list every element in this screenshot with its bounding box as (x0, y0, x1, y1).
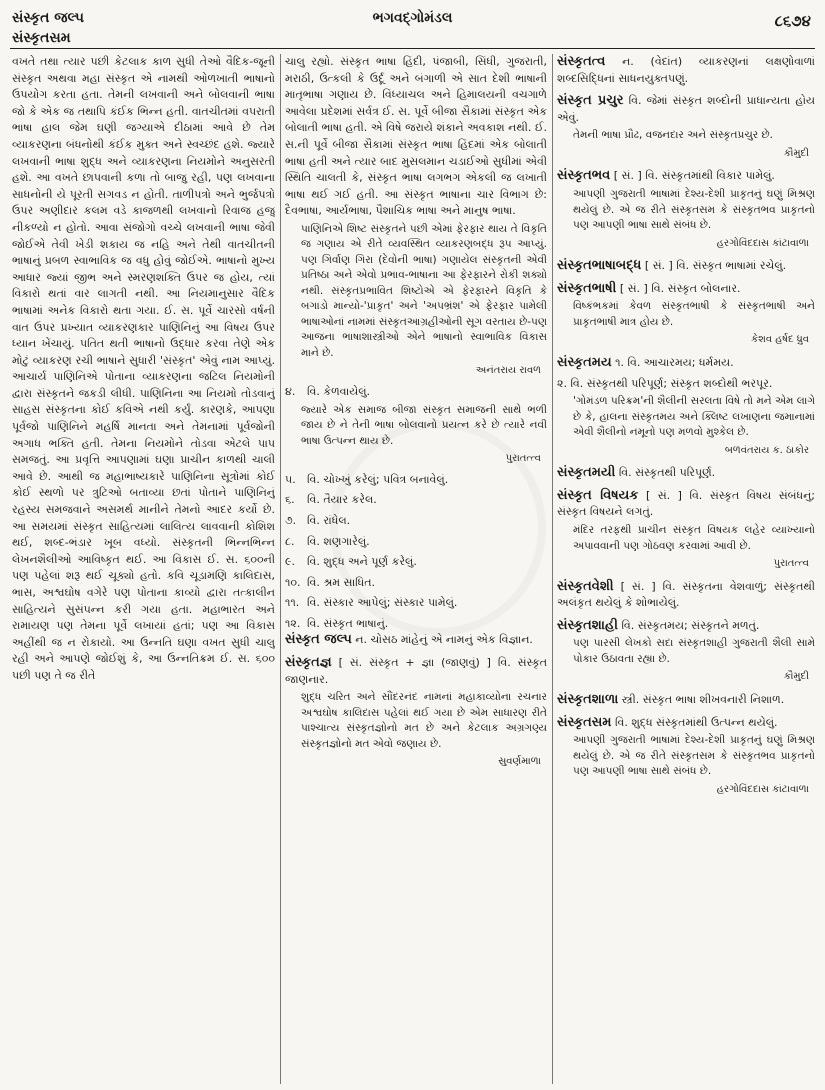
dictionary-entry (557, 465, 815, 482)
sense-item (285, 384, 547, 401)
citation-source: હરગોવિંદદાસ કાંટાવાળા (716, 783, 809, 795)
dictionary-entry (557, 355, 815, 459)
entry-line (557, 258, 815, 275)
citation-quote: પાણિનિએ શિષ્ટ સંસ્કૃતને પછી એમાં ફેરફાર થાય તે વિકૃતિ જ ગણાય એ રીતે વ્યવસ્થિત વ્યાકરણબદ્ધ રૂપ આપ્યું. પણ ગિર્વાણ ગિરા (દેવોની ભાષા) ગણાયેલ સંસ્કૃતની એવી પ્રતિષ્ઠા અને એવો પ્રભાવ-ભાષાના આ ફેરફારને રોકી શક્યો નથી. સંસ્કૃતપ્રભાવિત શિષ્ટોએ એ ફેરફારને વિકૃતિ કે બગાડો માન્યો-'પ્રાકૃત' અને 'અપભ્રંશ' એ ફેરફાર પામેલી ભાષાઓનાં નામમાં સંસ્કૃતઆગ્રહીઓની સૂગ વરતાય છે-પણ આજના ભાષાશાસ્ત્રીઓ એને ભાષાનો સ્વાભાવિક વિકાસ માને છે. (301, 222, 547, 359)
sense-number: ૬. (285, 493, 295, 507)
dictionary-entry (557, 618, 815, 686)
entry-line (557, 465, 815, 482)
sense-item (285, 554, 547, 571)
dictionary-entry (285, 632, 547, 649)
citation-quote: વિષ્કંભકમાં કેવળ સંસ્કૃતભાષી કે સંસ્કૃતભાષી અને પ્રાકૃતભાષી માત્ર હોય છે. (573, 300, 815, 328)
citation-quote: મંદિર તરફથી પ્રાચીન સંસ્કૃત વિષયક લહેર વ્યાખ્યાનો અપાવવાની પણ ગોઠવણ કરવામાં આવી છે. (573, 524, 815, 552)
headword: સંસ્કૃતશાળા (557, 691, 619, 707)
sense-item (285, 472, 547, 489)
definition: ન. ચોસઠ માંહેનું એ નામનું એક વિજ્ઞાન. (355, 633, 533, 647)
headword: સંસ્કૃત પ્રચુર (557, 93, 624, 109)
entry-line (557, 168, 815, 185)
citation-source: હરગોવિંદદાસ કાંટાવાળા (716, 237, 809, 249)
dictionary-entry (557, 715, 815, 799)
entry-line (285, 655, 547, 688)
sense-number: ૫. (285, 472, 296, 486)
entry-line (557, 488, 815, 521)
header-rule (10, 48, 815, 49)
headword: સંસ્કૃતમયી (557, 465, 616, 481)
citation-source: પુરાતત્ત્વ (773, 558, 809, 569)
citation-source: કૌમુદી (783, 671, 809, 683)
sense-item (285, 616, 547, 633)
definition: [ સં. ] વિ. સંસ્કૃત ભાષામાં રચેલું. (644, 259, 787, 273)
definition: ન. (વેદાંત) વ્યાકરણનાં લક્ષણોવાળાં શબ્દસિદ્ધિનાં સાધનયુક્તપણું. (557, 55, 815, 85)
citation-quote: આપણી ગુજરાતી ભાષામાં દેશ્ય-દેશી પ્રાકૃતનું ઘણું મિશ્રણ થયેલું છે. એ જ રીતે સંસ્કૃતસમ કે સંસ્કૃતભવ પ્રાકૃતનો પણ આપણી ભાષા સાથે સંબંધ છે. (573, 188, 815, 232)
entry-line (557, 281, 815, 298)
definition: [ સં. ] વિ. સંસ્કૃત વિષય સંબંધનું; સંસ્કૃત વિષયને લગતું. (557, 488, 815, 519)
definition: [ સં. ] વિ. સંસ્કૃતમાંથી વિકાર પામેલું. (613, 169, 775, 183)
entry-line (557, 692, 815, 709)
entry-list (557, 54, 815, 798)
sense-text: વિ. સંસ્કૃત ભાષાનું. (307, 616, 389, 630)
citation-source: કેશવ હર્ષદ ધ્રુવ (751, 334, 809, 346)
entry-line (557, 54, 815, 87)
headword: સંસ્કૃતભવ (557, 168, 611, 184)
dictionary-entry (557, 93, 815, 162)
sense-number: ૧૦. (285, 575, 301, 589)
entry-line (557, 93, 815, 126)
sense-number: ૯. (285, 555, 296, 569)
citation-source: પુરાતત્ત્વ (505, 453, 541, 465)
entry-line (557, 355, 815, 372)
sense-text: વિ. શણગારેલું. (307, 534, 370, 548)
entry-line (557, 579, 815, 612)
citation-source: સુવર્ણમાળા (498, 756, 541, 768)
sense-text: વિ. સંસ્કાર આપેલું; સંસ્કાર પામેલું. (307, 596, 458, 610)
sense-item (285, 575, 547, 592)
sense-number: ૮. (285, 534, 295, 548)
citation-quote: આપણી ગુજરાતી ભાષામાં દેશ્ય-દેશી પ્રાકૃતનું ઘણું મિશ્રણ થયેલું છે. એ જ રીતે સંસ્કૃતસમ કે સંસ્કૃતભવ પ્રાકૃતનો પણ આપણી ભાષા સાથે સંબંધ છે. (573, 734, 815, 778)
sense-number: ૪. (285, 385, 296, 399)
definition: ૧. વિ. આચારમય; ધર્મમય. (615, 355, 734, 369)
citation-source: બળવંતરાય ક. ઠાકોર (724, 444, 809, 456)
dictionary-entry (557, 168, 815, 252)
sense-number: ૧૧. (285, 596, 300, 610)
definition: વિ. શુદ્ધ સંસ્કૃતમાંથી ઉત્પન્ન થયેલું. (614, 715, 778, 729)
headword: સંસ્કૃતશાહી (557, 617, 618, 633)
definition: વિ. સંસ્કૃતમય; સંસ્કૃતને મળતું. (621, 618, 760, 632)
citation-quote: પણ પારસી લેખકો સદા સંસ્કૃતશાહી ગુજરાતી શૈલી સામે પોકાર ઉઠાવતા રહ્યા છે. (573, 637, 815, 665)
sense-number: ૭. (285, 513, 297, 527)
citation-quote: જ્યારે એક સમાજ બીજા સંસ્કૃત સમાજની સાથે ભળી જાય છે ને તેની ભાષા બોલવાનો પ્રયત્ન કરે છે ત્યારે નવી ભાષા ઉત્પન્ન થાય છે. (301, 403, 547, 447)
header-first-word: સંસ્કૃત જલ્પ (12, 10, 84, 26)
page-number: ૮૬૭૪ (774, 12, 811, 30)
sense-number: ૧૨. (285, 616, 301, 630)
definition: સ્ત્રી. સંસ્કૃત ભાષા શીખવનારી નિશાળ. (621, 692, 785, 706)
dictionary-entry (557, 281, 815, 349)
definition: [ સં. સંસ્કૃત + જ્ઞા (જાણવું) ] વિ. સંસ્કૃત જાણનાર. (285, 656, 547, 686)
entry-line (285, 632, 547, 649)
citation-quote: શુદ્ધ ચરિત અને સૌંદરનંદ નામનાં મહાકાવ્યોના રચનાર અશ્વઘોષ કાલિદાસ પહેલાં થઈ ગયા છે એમ સાધારણ રીતે પાશ્ચાત્ય સંસ્કૃતજ્ઞોનો મત છે અને કેટલાક અગ્રગણ્ય સંસ્કૃતજ્ઞોનો મત એવો જણાય છે. (301, 691, 547, 750)
sense-list (285, 384, 547, 632)
citation-source: કૌમુદી (783, 147, 809, 159)
definition: [ સં. ] વિ. સંસ્કૃત બોલનાર. (619, 281, 741, 295)
column-2 (285, 54, 547, 1084)
column-divider (280, 54, 281, 1084)
entry-list (285, 632, 547, 770)
headword: સંસ્કૃત જલ્પ (285, 632, 352, 648)
citation-quote: તેમની ભાષા પ્રૌઢ, વજનદાર અને સંસ્કૃતપ્રચુર છે. (573, 129, 773, 142)
dictionary-entry (557, 54, 815, 87)
column-1 (12, 54, 275, 1084)
citation-source: અનંતરાય રાવળ (475, 365, 541, 377)
definition: વિ. સંસ્કૃતથી પરિપૂર્ણ. (618, 466, 716, 480)
dictionary-entry (557, 692, 815, 709)
headword: સંસ્કૃત વિષયક (557, 487, 639, 503)
article-text: ચાલુ રહ્યો. સંસ્કૃત ભાષા હિંદી, પંજાબી, સિંધી, ગુજરાતી, મરાઠી, ઉત્કલી કે ઉર્દૂ અને બંગાળી એ સાત દેશી ભાષાની માતૃભાષા ગણાય છે. વિંધ્યાચલ અને હિમાલયની વચગાળે આવેલા પ્રદેશમાં સર્વત્ર ઈ. સ. પૂર્વે બીજા સૈકામાં સંસ્કૃત એક બોલાતી ભાષા હતી. એ વિષે જરાયે શંકાને અવકાશ નથી. ઈ. સ.ની પૂર્વે બીજા સૈકામાં સંસ્કૃત ભાષા હિંદમાં એક બોલાતી ભાષા હતી અને ત્યાર બાદ મુસલમાન ચડાઈઓ સુધીમાં એવી સ્થિતિ ચાલતી કે, સંસ્કૃત ભાષા લગભગ એકલી જ લખાતી ભાષા થઈ ગઈ હતી. આ સંસ્કૃત ભાષાના ચાર વિભાગ છે: દૈવભાષા, આર્યભાષા, પૈશાચિક ભાષા અને માનુષ ભાષા. (285, 55, 547, 218)
sense-text: વિ. ચોખ્ખું કરેલું; પવિત્ર બનાવેલું. (307, 472, 449, 486)
entry-line (557, 715, 815, 732)
definition: [ સં. ] વિ. સંસ્કૃતના વેશવાળું; સંસ્કૃતથી અલંકૃત થયેલું કે શોભાયેલું. (557, 579, 815, 610)
dictionary-entry (557, 488, 815, 573)
sense-item (285, 513, 547, 530)
sense-text: વિ. શ્રમ સાધિત. (307, 575, 376, 589)
dictionary-entry (285, 655, 547, 771)
dictionary-entry (557, 579, 815, 612)
headword: સંસ્કૃતજ્ઞ (285, 655, 332, 671)
column-3 (557, 54, 815, 1084)
sense-text: વિ. શુદ્ધ અને પૂર્ણ કરેલું. (307, 555, 417, 569)
column-divider (552, 54, 553, 1084)
dictionary-entry (557, 258, 815, 275)
sense-item (285, 492, 547, 509)
headword: સંસ્કૃતભાષાબદ્ધ (557, 258, 642, 274)
sense-item (285, 595, 547, 612)
article-text: વખતે તથા ત્યાર પછી કેટલાક કાળ સુધી તેઓ વૈદિક-જૂની સંસ્કૃત અથવા મહા સંસ્કૃત એ નામથી ઓળખાતી ભાષાનો ઉપયોગ કરતા હતા. તેમની લખવાની અને બોલવાની ભાષા જો કે એક જ તથાપિ કંઈક ભિન્ન હતી. વાતચીતમાં વપરાતી ભાષા હાલ જેમ ઘણી જગ્યાએ દીઠામાં આવે છે તેમ વ્યાકરણના બંધનોથી કંઈક મુક્ત અને સ્વચ્છંદ હશે. જ્યારે લખવાની ભાષા શુદ્ધ અને વ્યાકરણના નિયમોને અનુસરતી હશે. આ વખતે છાપવાની કળા તો બાજુ રહી, પણ લખવાના સાધનોની યે પૂરતી સગવડ ન હોતી. તાળીપત્રો અને ભુર્જપત્રો ઉપર અણીદાર કલમ વડે કાજળથી લખવાનો રિવાજ હજુ નીકળ્યો ન હોતો. આવા સંજોગો વચ્ચે લખવાની ભાષા જેવી જોઈએ તેવી ખેડી શકાય જ નહિ અને તેથી વાતચીતની ભાષાનું પ્રબળ સ્વાભાવિક જ વધુ હોવું જોઈએ. ભાષાનો મુખ્ય આધાર જ્યાં જીભ અને સ્મરણશક્તિ ઉપર જ હોય, ત્યાં વિકારો થતાં વાર લાગતી નથી. આ નિયમાનુસાર વૈદિક ભાષામાં અનેક વિકારો થતા ગયા. ઈ. સ. પૂર્વે ચારસો વર્ષની વાત ઉપર પ્રખ્યાત વ્યાકરણકાર પાણિનિનું આ વિષય ઉપર ધ્યાન ખેંચાયું. પતિત થતી ભાષાનો ઉદ્ધાર કરવા તેણે એક મોટું વ્યાકરણ રચી ભાષાને સુધારી 'સંસ્કૃત' એવું નામ આપ્યું. આચાર્ય પાણિનિએ પોતાના વ્યાકરણના જટિલ નિયમોની દ્વારા સંસ્કૃતને જકડી લીધી. પાણિનિના આ નિયમો તોડવાનું સાહસ સંસ્કૃતના કોઈ કવિએ નથી કર્યું. કારણકે, આપણા પૂર્વજો પાણિનિને મહર્ષિ માનતા અને તેમનામાં પૂર્વજોની અગાધ ભક્તિ હતી. તેમના નિયમોને તોડવા એટલે પાપ સમજતું. આ પ્રવૃત્તિ આપણામાં ઘણા પ્રાચીન કાળથી ચાલી આવે છે. આથી જ મહાભાષ્યકારે પાણિનિના સૂત્રોમાં કોઈ કોઈ સ્થળો પર ત્રુટિઓ બતાવ્યા છતાં પોતાને પાણિનિનું રહસ્ય સમજવાને અસમર્થ માનીને તેમનો આદર કર્યો છે. આ સમયમાં સંસ્કૃત સાહિત્યમાં લાલિત્ય લાવવાની કોશિશ થઈ, શબ્દ-ભંડાર ખૂબ વધ્યો. સંસ્કૃતની ભિન્નભિન્ન લેખનશૈલીઓ આવિષ્કૃત થઈ. આ વિકાસ ઈ. સ. ૬૦૦ની પણ પહેલાં શરૂ થઈ ચૂક્યો હતો. કવિ ચૂડામણિ કાલિદાસ, ભાસ, અશ્વઘોષ વગેરે પણ પોતાના કાવ્યો દ્વારા તત્કાલીન સાહિત્યને સુસંપન્ન કરી ગયા હતા. મહાભારત અને રામાયણ પણ તેમના પૂર્વે લખાયાં હતાં; પણ આ વિકાસ અહીંથી જ ન રોકાયો. આ ઉન્નતિ ઘણા વખત સુધી ચાલુ રહી અને આપણે જોઈશું કે, આ ઉન્નતિક્રમ ઈ. સ. ૬૦૦ પછી પણ તે જ રીતે (12, 55, 275, 682)
page-header (0, 6, 825, 50)
header-last-word: સંસ્કૃતસમ (12, 30, 71, 46)
sense-text: વિ. રાંધેલ. (307, 513, 351, 527)
citation-quote: 'ગોમંડળ પરિક્રમ'ની શૈલીની સરલતા વિષે તો મને એમ લાગે છે કે, હાલના સંસ્કૃતમય અને ક્લિષ્ટ લખાણના જમાનામાં એવી શૈલીનો નમૂનો પણ મળવો મુશ્કેલ છે. (573, 395, 815, 439)
headword: સંસ્કૃતત્વ (557, 54, 606, 69)
headword: સંસ્કૃતમય (557, 354, 612, 370)
sense-item (285, 534, 547, 551)
sense-text: વિ. કેળવાયેલું. (307, 385, 371, 399)
headword: સંસ્કૃતસમ (557, 714, 612, 730)
entry-line (557, 618, 815, 635)
sense-text: વિ. તૈયાર કરેલ. (307, 493, 377, 507)
header-title: ભગવદ્ગોમંડલ (372, 10, 453, 26)
headword: સંસ્કૃતવેશી (557, 578, 614, 594)
headword: સંસ્કૃતભાષી (557, 280, 617, 296)
sense-text: ૨. વિ. સંસ્કૃતથી પરિપૂર્ણ; સંસ્કૃત શબ્દોથી ભરપૂર. (557, 376, 773, 390)
definition: વિ. જેમાં સંસ્કૃત શબ્દોની પ્રાધાન્યતા હોય એવું. (557, 94, 815, 124)
